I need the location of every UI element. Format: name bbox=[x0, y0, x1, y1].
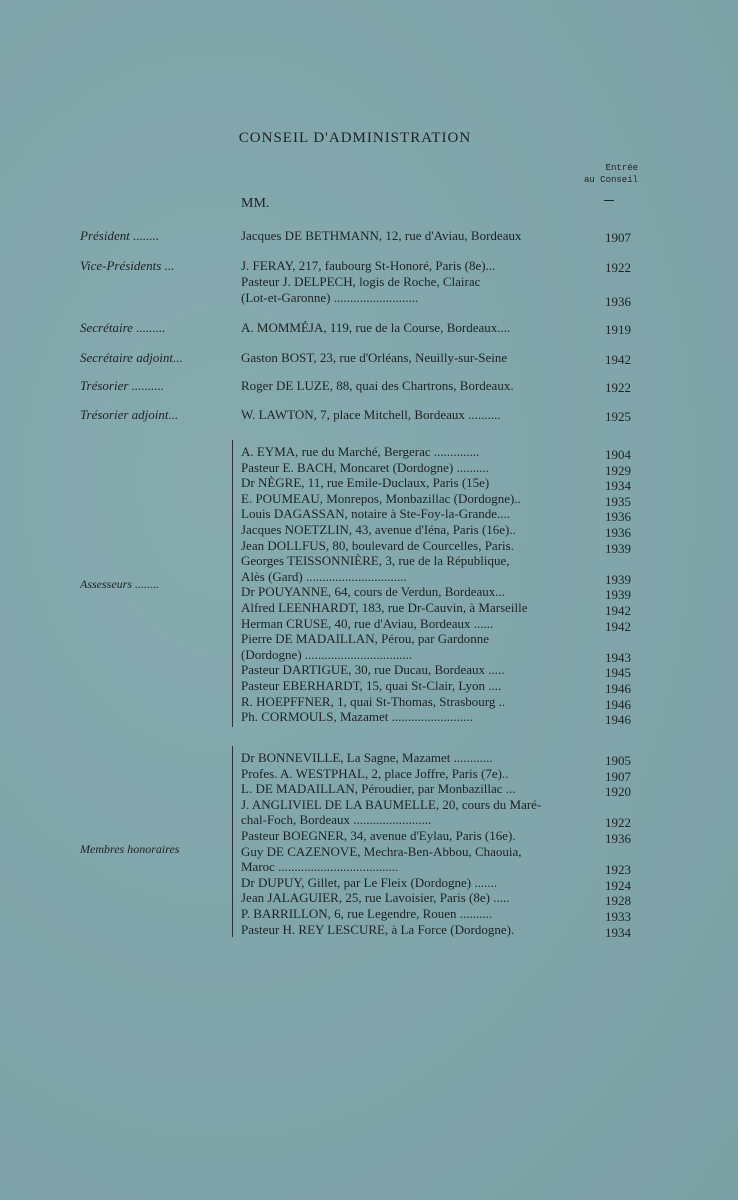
officer-year: 1907 bbox=[605, 230, 631, 245]
mm-label: MM. bbox=[241, 196, 270, 211]
header-dash bbox=[604, 200, 614, 201]
officer-year: 1922 bbox=[605, 380, 631, 395]
assesseur-year: 1934 bbox=[605, 478, 631, 494]
officer-entry: (Lot-et-Garonne) .......................... bbox=[241, 290, 419, 305]
assesseurs-brace bbox=[232, 440, 239, 727]
honoraire-year: 1923 bbox=[605, 862, 631, 878]
assesseur-entry: A. EYMA, rue du Marché, Bergerac .............. bbox=[241, 444, 480, 459]
assesseur-entry: Pasteur DARTIGUE, 30, rue Ducau, Bordeaux ..... bbox=[241, 662, 505, 678]
assesseur-entry: Ph. CORMOULS, Mazamet ......................... bbox=[241, 709, 473, 725]
honoraire-entry: P. BARRILLON, 6, rue Legendre, Rouen .......... bbox=[241, 906, 493, 921]
honoraire-entry: Pasteur BOEGNER, 34, avenue d'Eylau, Paris (16e). bbox=[241, 828, 516, 843]
honoraire-entry: Dr BONNEVILLE, La Sagne, Mazamet ............ bbox=[241, 750, 493, 765]
officer-entry: Pasteur J. DELPECH, logis de Roche, Clairac bbox=[241, 274, 481, 289]
assesseur-year: 1929 bbox=[605, 462, 631, 478]
assesseur-year: 1936 bbox=[605, 525, 631, 540]
assesseur-year: 1904 bbox=[605, 447, 631, 462]
assesseur-entry: Herman CRUSE, 40, rue d'Aviau, Bordeaux ...... bbox=[241, 615, 494, 631]
assesseur-year: 1936 bbox=[605, 509, 631, 525]
honoraires-brace bbox=[232, 746, 239, 937]
assesseur-entry: E. POUMEAU, Monrepos, Monbazillac (Dordogne).. bbox=[241, 490, 521, 506]
honoraire-year: 1905 bbox=[605, 753, 631, 768]
officer-role: Trésorier .......... bbox=[80, 378, 165, 393]
officer-role: Vice-Présidents ... bbox=[80, 258, 175, 273]
officer-entry: W. LAWTON, 7, place Mitchell, Bordeaux .......... bbox=[241, 407, 501, 422]
honoraires-label: Membres honoraires bbox=[80, 842, 180, 856]
assesseur-year: 1943 bbox=[605, 649, 631, 665]
officer-role: Secrétaire adjoint... bbox=[80, 350, 183, 365]
honoraire-entry: chal-Foch, Bordeaux ........................ bbox=[241, 812, 432, 828]
officer-entry: A. MOMMÉJA, 119, rue de la Course, Bordeaux.... bbox=[241, 320, 511, 335]
entree-line-1: Entrée bbox=[605, 163, 638, 173]
honoraire-year: 1920 bbox=[605, 784, 631, 800]
assesseur-year: 1945 bbox=[605, 665, 631, 681]
assesseur-entry: Alès (Gard) ............................... bbox=[241, 568, 407, 584]
honoraire-entry: Profes. A. WESTPHAL, 2, place Joffre, Paris (7e).. bbox=[241, 765, 509, 781]
entree-header bbox=[578, 162, 638, 186]
honoraire-entry: Jean JALAGUIER, 25, rue Lavoisier, Paris (8e) ..... bbox=[241, 890, 510, 906]
assesseur-entry: Louis DAGASSAN, notaire à Ste-Foy-la-Grande.... bbox=[241, 506, 510, 522]
officer-entry: Roger DE LUZE, 88, quai des Chartrons, Bordeaux. bbox=[241, 378, 514, 393]
honoraire-entry: J. ANGLIVIEL DE LA BAUMELLE, 20, cours du Maré- bbox=[241, 796, 542, 812]
assesseur-year: 1935 bbox=[605, 493, 631, 509]
officer-year: 1942 bbox=[605, 352, 631, 367]
officer-year: 1922 bbox=[605, 260, 631, 275]
assesseur-entry: Jean DOLLFUS, 80, boulevard de Courcelles, Paris. bbox=[241, 537, 514, 553]
assesseur-year: 1942 bbox=[605, 618, 631, 634]
assesseur-entry: Jacques NOETZLIN, 43, avenue d'Iéna, Paris (16e).. bbox=[241, 522, 516, 537]
assesseur-entry: Pasteur EBERHARDT, 15, quai St-Clair, Lyon .... bbox=[241, 678, 502, 693]
honoraire-year: 1934 bbox=[605, 924, 631, 940]
assesseur-entry: Georges TEISSONNIÈRE, 3, rue de la République, bbox=[241, 553, 510, 569]
assesseur-year: 1942 bbox=[605, 603, 631, 618]
honoraire-entry: L. DE MADAILLAN, Péroudier, par Monbazillac ... bbox=[241, 781, 516, 797]
honoraire-year: 1924 bbox=[605, 877, 631, 893]
assesseur-year: 1939 bbox=[605, 587, 631, 603]
officer-role: Secrétaire ......... bbox=[80, 320, 166, 335]
assesseur-entry: Pasteur E. BACH, Moncaret (Dordogne) .......... bbox=[241, 459, 490, 475]
page-title: CONSEIL D'ADMINISTRATION bbox=[238, 130, 472, 146]
assesseur-entry: Dr NÈGRE, 11, rue Emile-Duclaux, Paris (15e) bbox=[241, 475, 490, 491]
honoraire-year: 1933 bbox=[605, 909, 631, 924]
assesseur-year: 1939 bbox=[605, 571, 631, 587]
honoraire-entry: Pasteur H. REY LESCURE, à La Force (Dordogne). bbox=[241, 921, 515, 937]
assesseur-year: 1939 bbox=[605, 540, 631, 556]
officer-year: 1925 bbox=[605, 409, 631, 424]
honoraire-entry: Guy DE CAZENOVE, Mechra-Ben-Abbou, Chaouia, bbox=[241, 843, 522, 859]
assesseur-year: 1946 bbox=[605, 681, 631, 696]
honoraire-year: 1936 bbox=[605, 831, 631, 846]
honoraire-year: 1922 bbox=[605, 815, 631, 831]
officer-role: Trésorier adjoint... bbox=[80, 407, 179, 422]
assesseur-entry: Pierre DE MADAILLAN, Pérou, par Gardonne bbox=[241, 631, 490, 647]
entree-line-2: au Conseil bbox=[583, 175, 638, 185]
honoraire-entry: Maroc ..................................... bbox=[241, 859, 399, 875]
officer-entry: Gaston BOST, 23, rue d'Orléans, Neuilly-sur-Seine bbox=[241, 350, 508, 365]
officer-entry: J. FERAY, 217, faubourg St-Honoré, Paris (8e)... bbox=[241, 258, 496, 273]
honoraire-year: 1907 bbox=[605, 768, 631, 784]
officer-year: 1919 bbox=[605, 322, 631, 337]
honoraire-year: 1928 bbox=[605, 893, 631, 909]
honoraire-entry: Dr DUPUY, Gillet, par Le Fleix (Dordogne) ....... bbox=[241, 874, 498, 890]
assesseur-entry: Dr POUYANNE, 64, cours de Verdun, Bordeaux... bbox=[241, 584, 506, 600]
assesseur-entry: R. HOEPFFNER, 1, quai St-Thomas, Strasbourg .. bbox=[241, 693, 506, 709]
officer-year: 1936 bbox=[605, 294, 631, 309]
assesseur-year: 1946 bbox=[605, 696, 631, 712]
officer-entry: Jacques DE BETHMANN, 12, rue d'Aviau, Bordeaux bbox=[241, 228, 522, 243]
assesseurs-label: Assesseurs ........ bbox=[80, 577, 160, 591]
assesseur-year: 1946 bbox=[605, 712, 631, 728]
assesseur-entry: Alfred LEENHARDT, 183, rue Dr-Cauvin, à Marseille bbox=[241, 600, 528, 615]
assesseur-entry: (Dordogne) ................................. bbox=[241, 646, 413, 662]
officer-role: Président ........ bbox=[80, 228, 160, 243]
